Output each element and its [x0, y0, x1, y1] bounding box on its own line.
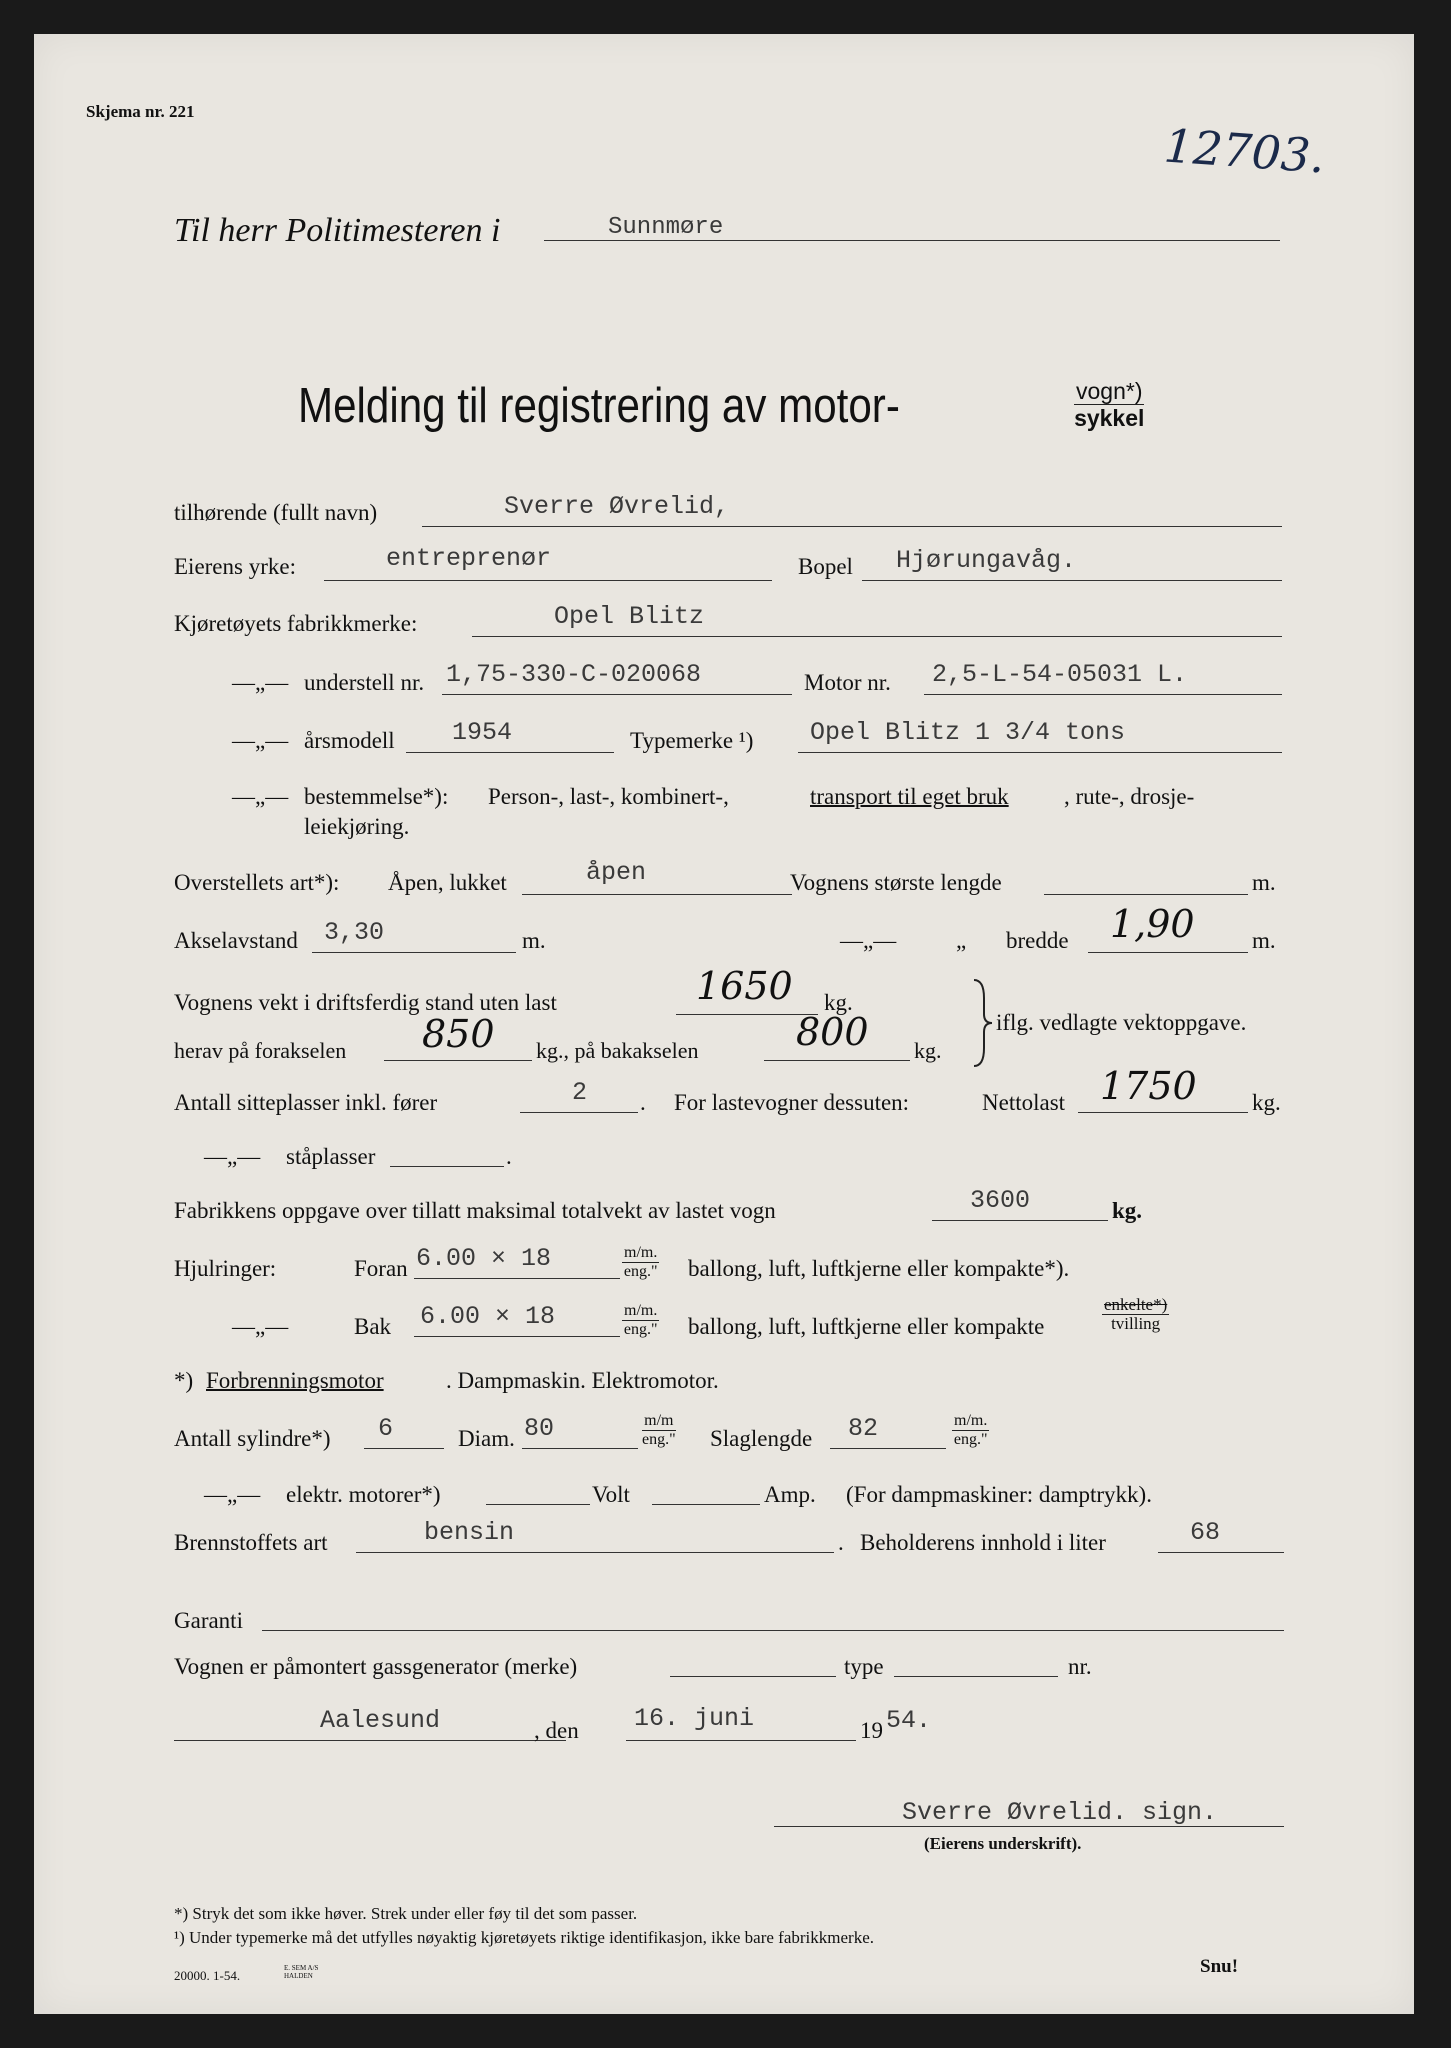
standing-line: [390, 1166, 504, 1167]
type-line: [798, 752, 1282, 753]
standing-ditto: —„—: [204, 1144, 261, 1169]
occupation-value: entreprenør: [386, 544, 552, 573]
engine-star: *): [174, 1368, 194, 1393]
stamp-number: 12703.: [1162, 118, 1327, 184]
net-load-unit: kg.: [1252, 1090, 1281, 1115]
purpose-line2: leiekjøring.: [304, 814, 410, 839]
purpose-selected: transport til eget bruk: [810, 784, 1009, 809]
page-title: Melding til registrering av motor-: [298, 379, 900, 433]
wheelbase-line: [312, 952, 516, 953]
year-prefix: 19: [860, 1718, 883, 1743]
date-den-label: , den: [534, 1718, 579, 1743]
width-value: 1,90: [1110, 902, 1195, 946]
width-quote: „: [956, 928, 967, 953]
residence-label: Bopel: [798, 554, 853, 579]
purpose-ditto: —„—: [232, 784, 289, 809]
year-line: [406, 752, 614, 753]
rear-axle-label: kg., på bakakselen: [536, 1038, 699, 1063]
max-weight-value: 3600: [970, 1186, 1031, 1215]
tires-rear-line: [414, 1336, 620, 1337]
elec-line: [486, 1504, 590, 1505]
net-load-value: 1750: [1100, 1064, 1197, 1108]
stroke-label: Slaglengde: [710, 1426, 813, 1451]
residence-value: Hjørungavåg.: [896, 546, 1077, 575]
elec-label: elektr. motorer*): [286, 1482, 441, 1507]
seats-line: [520, 1112, 638, 1113]
make-label: Kjøretøyets fabrikkmerke:: [174, 611, 418, 636]
cylinders-label: Antall sylindre*): [174, 1426, 331, 1451]
standing-label: ståplasser: [286, 1144, 376, 1169]
occupation-line: [324, 580, 772, 581]
max-weight-line: [932, 1220, 1108, 1221]
year-label: årsmodell: [304, 728, 395, 753]
place-line: [174, 1740, 566, 1741]
chassis-ditto: —„—: [232, 670, 289, 695]
max-length-line: [1044, 894, 1248, 895]
gas-type-label: type: [844, 1654, 884, 1679]
guarantee-label: Garanti: [174, 1608, 243, 1633]
seats-value: 2: [572, 1078, 588, 1107]
tires-front-unit-bot: eng.": [623, 1263, 658, 1280]
body-value: åpen: [586, 858, 647, 887]
year-suffix: 54.: [886, 1706, 932, 1735]
tires-rear-unit: [622, 1302, 659, 1339]
body-line: [522, 894, 792, 895]
width-label: bredde: [1006, 928, 1069, 953]
seats-period: .: [640, 1090, 646, 1115]
width-ditto: —„—: [840, 928, 897, 953]
cylinders-value: 6: [378, 1414, 394, 1443]
stroke-unit-bot: eng.": [953, 1431, 988, 1448]
max-weight-unit: kg.: [1112, 1198, 1143, 1223]
residence-line: [862, 580, 1282, 581]
gas-label: Vognen er påmontert gassgenerator (merke): [174, 1654, 578, 1679]
tires-rear-unit-top: m/m.: [624, 1302, 658, 1319]
volt-line: [652, 1504, 760, 1505]
volt-label: Volt: [592, 1482, 630, 1507]
tires-front-value: 6.00 × 18: [416, 1244, 552, 1273]
tires-rear-kind: ballong, luft, luftkjerne eller kompakte: [688, 1314, 1045, 1339]
year-ditto: —„—: [232, 728, 289, 753]
tires-front-unit-top: m/m.: [624, 1244, 658, 1261]
diam-unit-top: m/m: [642, 1412, 676, 1431]
stroke-unit: [952, 1412, 989, 1449]
body-options: Åpen, lukket: [388, 870, 507, 895]
diam-value: 80: [524, 1414, 555, 1443]
diam-unit-bot: eng.": [642, 1431, 676, 1448]
tires-label: Hjulringer:: [174, 1256, 277, 1281]
max-length-unit: m.: [1252, 870, 1276, 895]
turn-page-label: Snu!: [1200, 1956, 1239, 1977]
max-length-label: Vognens største lengde: [790, 870, 1002, 895]
rear-axle-value: 800: [796, 1010, 869, 1054]
front-axle-label: herav på forakselen: [174, 1038, 347, 1063]
amp-label: Amp.: [764, 1482, 816, 1507]
rear-axle-line: [764, 1060, 910, 1061]
gas-nr-label: nr.: [1068, 1654, 1092, 1679]
body-label: Overstellets art*):: [174, 870, 340, 895]
addressee-value: Sunnmøre: [608, 214, 724, 241]
printer-name: E. SEM A/S HALDEN: [284, 1964, 319, 1980]
tank-label: Beholderens innhold i liter: [860, 1530, 1106, 1555]
stroke-value: 82: [848, 1414, 879, 1443]
weight-brace: [970, 978, 994, 1068]
signature-label: (Eierens underskrift).: [924, 1834, 1082, 1853]
tires-rear-mount: [1102, 1296, 1169, 1333]
tires-front-line: [414, 1278, 620, 1279]
wheelbase-label: Akselavstand: [174, 928, 298, 953]
wheelbase-unit: m.: [522, 928, 546, 953]
tires-front-unit: [622, 1244, 659, 1281]
type-label: Typemerke ¹): [630, 728, 754, 753]
net-load-line: [1078, 1112, 1248, 1113]
occupation-label: Eierens yrke:: [174, 554, 296, 579]
gas-line: [670, 1676, 836, 1677]
title-vogn: vogn*): [1076, 378, 1143, 404]
engine-type-selected: Forbrenningsmotor: [206, 1368, 384, 1393]
engine-type-rest: . Dampmaskin. Elektromotor.: [446, 1368, 719, 1393]
front-axle-value: 850: [422, 1012, 495, 1056]
seats-label: Antall sitteplasser inkl. fører: [174, 1090, 438, 1115]
rear-axle-unit: kg.: [914, 1038, 942, 1063]
elec-ditto: —„—: [204, 1482, 261, 1507]
owner-label: tilhørende (fullt navn): [174, 500, 378, 525]
title-sykkel: sykkel: [1074, 405, 1145, 431]
motor-value: 2,5-L-54-05031 L.: [932, 660, 1188, 689]
purpose-label: bestemmelse*):: [304, 784, 449, 809]
fuel-line: [356, 1552, 834, 1553]
purpose-rest: , rute-, drosje-: [1064, 784, 1195, 809]
cylinders-line: [364, 1448, 444, 1449]
owner-line: [422, 526, 1282, 527]
tires-rear-label: Bak: [354, 1314, 392, 1339]
tires-rear-unit-bot: eng.": [623, 1321, 658, 1338]
truck-label: For lastevogner dessuten:: [674, 1090, 910, 1115]
tires-rear-ditto: —„—: [232, 1314, 289, 1339]
fuel-value: bensin: [424, 1518, 515, 1547]
fuel-label: Brennstoffets art: [174, 1530, 328, 1555]
diam-line: [522, 1448, 638, 1449]
make-line: [472, 636, 1282, 637]
gas-type-line: [894, 1676, 1058, 1677]
guarantee-line: [262, 1630, 1284, 1631]
tank-line: [1158, 1552, 1284, 1553]
make-value: Opel Blitz: [554, 602, 705, 631]
tires-single: enkelte*): [1104, 1295, 1168, 1314]
tires-twin: tvilling: [1111, 1314, 1161, 1333]
weight-note: iflg. vedlagte vektoppgave.: [996, 1010, 1247, 1035]
weight-unit: kg.: [824, 990, 853, 1015]
owner-value: Sverre Øvrelid,: [504, 492, 730, 521]
addressee-label: Til herr Politimesteren i: [174, 212, 501, 249]
year-value: 1954: [452, 718, 513, 747]
purpose-options: Person-, last-, kombinert-,: [488, 784, 729, 809]
place-value: Aalesund: [320, 1706, 441, 1735]
motor-label: Motor nr.: [804, 670, 891, 695]
diam-label: Diam.: [458, 1426, 515, 1451]
net-load-label: Nettolast: [982, 1090, 1066, 1115]
width-unit: m.: [1252, 928, 1276, 953]
width-line: [1088, 952, 1248, 953]
date-line: [626, 1740, 856, 1741]
form-page: [34, 34, 1414, 2014]
chassis-value: 1,75-330-C-020068: [446, 660, 702, 689]
print-code: 20000. 1-54.: [174, 1968, 241, 1983]
max-weight-label: Fabrikkens oppgave over tillatt maksimal totalvekt av lastet vogn: [174, 1198, 776, 1223]
tires-front-label: Foran: [354, 1256, 408, 1281]
chassis-line: [442, 694, 792, 695]
motor-line: [924, 694, 1282, 695]
signature-line: [774, 1826, 1284, 1827]
diam-unit: [642, 1412, 676, 1449]
weight-value: 1650: [696, 964, 793, 1008]
stroke-line: [830, 1448, 946, 1449]
footnote-1: *) Stryk det som ikke høver. Strek under eller føy til det som passer.: [174, 1904, 638, 1923]
wheelbase-value: 3,30: [324, 918, 385, 947]
standing-period: .: [506, 1144, 512, 1169]
type-value: Opel Blitz 1 3/4 tons: [810, 718, 1126, 747]
tires-front-kind: ballong, luft, luftkjerne eller kompakte*).: [688, 1256, 1070, 1281]
footnote-2: ¹) Under typemerke må det utfylles nøyaktig kjøretøyets riktige identifikasjon, ikke bare fabrikkmerke.: [174, 1928, 874, 1947]
tank-value: 68: [1190, 1518, 1221, 1547]
stroke-unit-top: m/m.: [954, 1412, 988, 1429]
weight-label: Vognens vekt i driftsferdig stand uten last: [174, 990, 557, 1015]
owner-signature: Sverre Øvrelid. sign.: [902, 1798, 1218, 1827]
chassis-label: understell nr.: [304, 670, 425, 695]
fuel-period: .: [838, 1530, 844, 1555]
title-fraction: [1074, 378, 1144, 431]
date-value: 16. juni: [634, 1704, 755, 1733]
tires-rear-value: 6.00 × 18: [420, 1302, 556, 1331]
front-axle-line: [384, 1060, 532, 1061]
schema-number: Skjema nr. 221: [86, 102, 195, 121]
steam-label: (For dampmaskiner: damptrykk).: [846, 1482, 1152, 1507]
